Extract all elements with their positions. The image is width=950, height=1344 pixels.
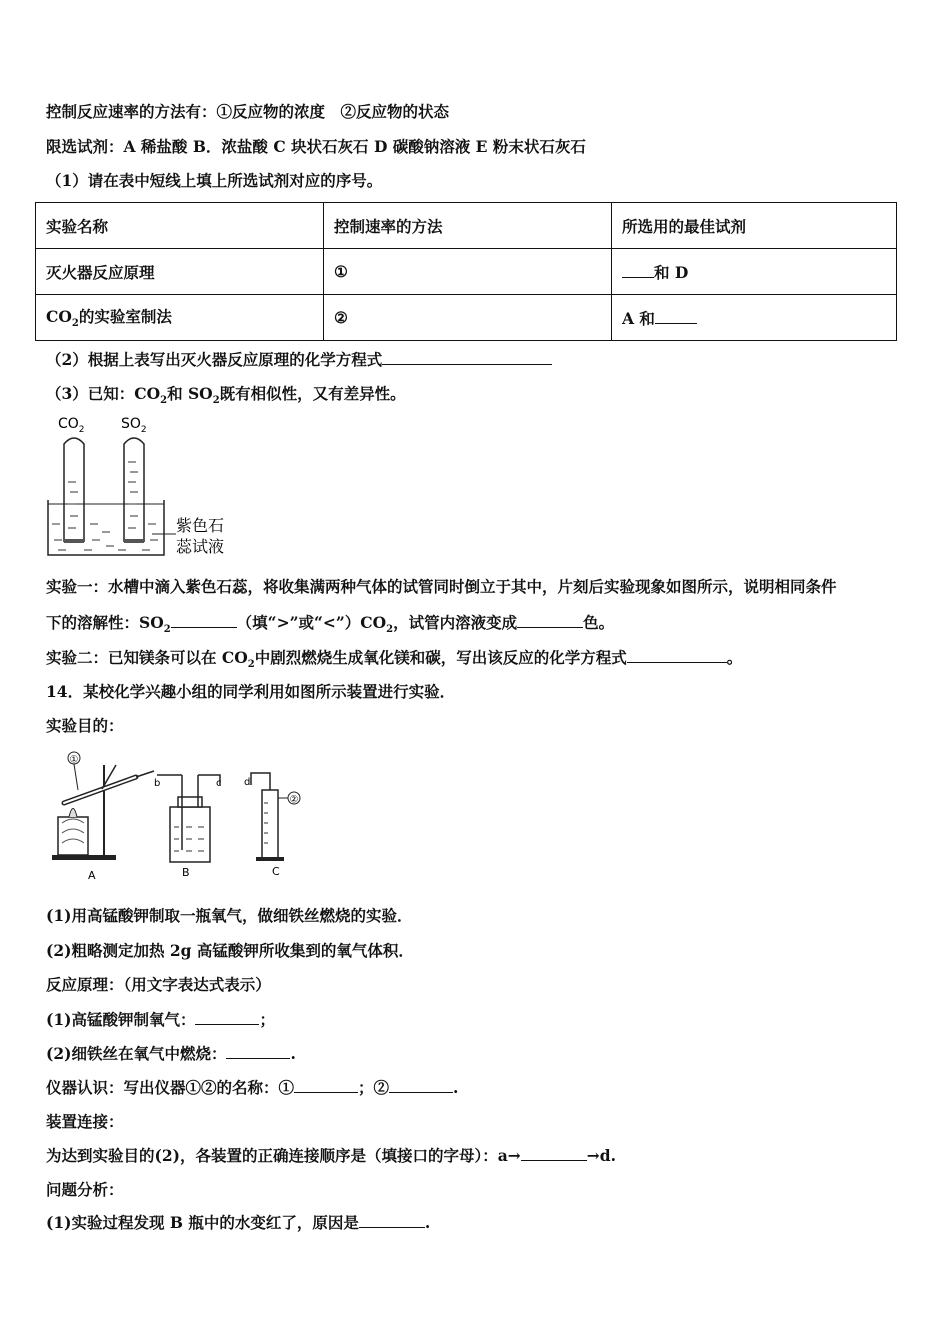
purpose-label: 实验目的：	[46, 716, 124, 735]
answer-blank[interactable]	[655, 309, 697, 324]
question-3: （3）已知：$CO_2$和 $SO_2$既有相似性，又有差异性。	[46, 384, 406, 407]
methods-line: 控制反应速率的方法有：①反应物的浓度 ②反应物的状态	[46, 102, 450, 121]
table-header: 所选用的最佳试剂	[612, 203, 897, 249]
answer-blank[interactable]	[359, 1213, 425, 1228]
table-row	[36, 249, 897, 295]
purpose-1: (1)用高锰酸钾制取一瓶氧气，做细铁丝燃烧的实验．	[46, 906, 413, 925]
apparatus-label: C	[272, 865, 280, 878]
answer-blank[interactable]	[294, 1078, 358, 1093]
table-cell	[612, 295, 897, 341]
connection-line: 为达到实验目的(2)，各装置的正确连接顺序是（填接口的字母）：a→ →d.	[46, 1146, 616, 1165]
reagent-suffix: 和 D	[654, 262, 689, 282]
table-cell: 灭火器反应原理	[36, 249, 324, 295]
port-label: b	[154, 778, 161, 789]
reagents-line: 限选试剂：A 稀盐酸 B．浓盐酸 C 块状石灰石 D 碳酸钠溶液 E 粉末状石灰石	[46, 137, 586, 156]
formula-text: CO	[46, 307, 72, 327]
answer-blank[interactable]	[389, 1078, 453, 1093]
answer-blank[interactable]	[226, 1044, 290, 1059]
principle-1: (1)高锰酸钾制氧气： ；	[46, 1010, 275, 1029]
tube-mouth	[64, 539, 84, 543]
formula-subscript: 2	[71, 318, 79, 330]
litmus-label: 蕊试液	[176, 537, 225, 556]
port-label: d	[244, 777, 251, 788]
liquid-dashes	[52, 462, 158, 550]
circle-label: ①	[69, 754, 79, 766]
experiment-table	[35, 202, 897, 341]
table-row	[36, 295, 897, 341]
answer-blank[interactable]	[171, 613, 237, 628]
test-tube-so2	[124, 438, 144, 542]
apparatus-c	[244, 773, 300, 878]
apparatus-label: A	[88, 869, 96, 882]
exp1-line1: 实验一：水槽中滴入紫色石蕊，将收集满两种气体的试管同时倒立于其中，片刻后实验现象如图所示，说明相同条件	[46, 577, 837, 596]
analysis-label: 问题分析：	[46, 1180, 124, 1199]
exp1-line2: 下的溶解性：$SO_2$ （填“>”或“$<”)CO_2$，试管内溶液变成 色。	[46, 613, 615, 636]
answer-blank[interactable]	[622, 263, 654, 278]
cell-text: 的实验室制法	[78, 307, 172, 327]
principle-2: (2)细铁丝在氧气中燃烧： .	[46, 1044, 296, 1063]
question-2	[46, 350, 552, 370]
answer-blank[interactable]	[627, 648, 727, 663]
principle-label: 反应原理：（用文字表达式表示）	[46, 975, 271, 994]
litmus-label: 紫色石	[176, 516, 225, 535]
answer-blank[interactable]	[382, 350, 552, 365]
apparatus-b	[154, 775, 222, 879]
connection-label: 装置连接：	[46, 1112, 124, 1131]
table-header: 实验名称	[36, 203, 324, 249]
tube-mouth	[124, 539, 144, 543]
so2-label: $SO_2$	[121, 416, 147, 435]
table-cell: ①	[324, 249, 612, 295]
answer-blank[interactable]	[195, 1010, 259, 1025]
circle-label: ②	[289, 794, 299, 806]
table-cell: ②	[324, 295, 612, 341]
exp2-line: 实验二：已知镁条可以在 $CO_2$中剧烈燃烧生成氧化镁和碳，写出该反应的化学方程式 。	[46, 648, 743, 671]
test-tube-co2	[64, 438, 84, 542]
analysis-1: (1)实验过程发现 B 瓶中的水变红了，原因是 .	[46, 1213, 431, 1232]
apparatus-figure	[44, 745, 314, 885]
table-row	[36, 203, 897, 249]
reagent-prefix: A 和	[622, 308, 655, 328]
table-cell	[612, 249, 897, 295]
table-header: 控制速率的方法	[324, 203, 612, 249]
water-trough	[48, 500, 164, 555]
answer-blank[interactable]	[521, 1146, 587, 1161]
answer-blank[interactable]	[517, 613, 583, 628]
gas-tube-figure	[44, 412, 244, 562]
question-1: （1）请在表中短线上填上所选试剂对应的序号。	[46, 171, 383, 190]
co2-label: $CO_2$	[58, 416, 85, 435]
table-cell	[36, 295, 324, 341]
apparatus-a	[52, 752, 154, 882]
question-text: （2）根据上表写出灭火器反应原理的化学方程式	[46, 350, 383, 369]
purpose-2: (2)粗略测定加热 2g 高锰酸钾所收集到的氧气体积．	[46, 941, 414, 960]
port-label: c	[216, 778, 222, 789]
apparatus-label: B	[182, 866, 190, 879]
q14-title: 14．某校化学兴趣小组的同学利用如图所示装置进行实验．	[46, 682, 456, 701]
instrument-line: 仪器认识：写出仪器①②的名称：① ；② .	[46, 1078, 459, 1097]
